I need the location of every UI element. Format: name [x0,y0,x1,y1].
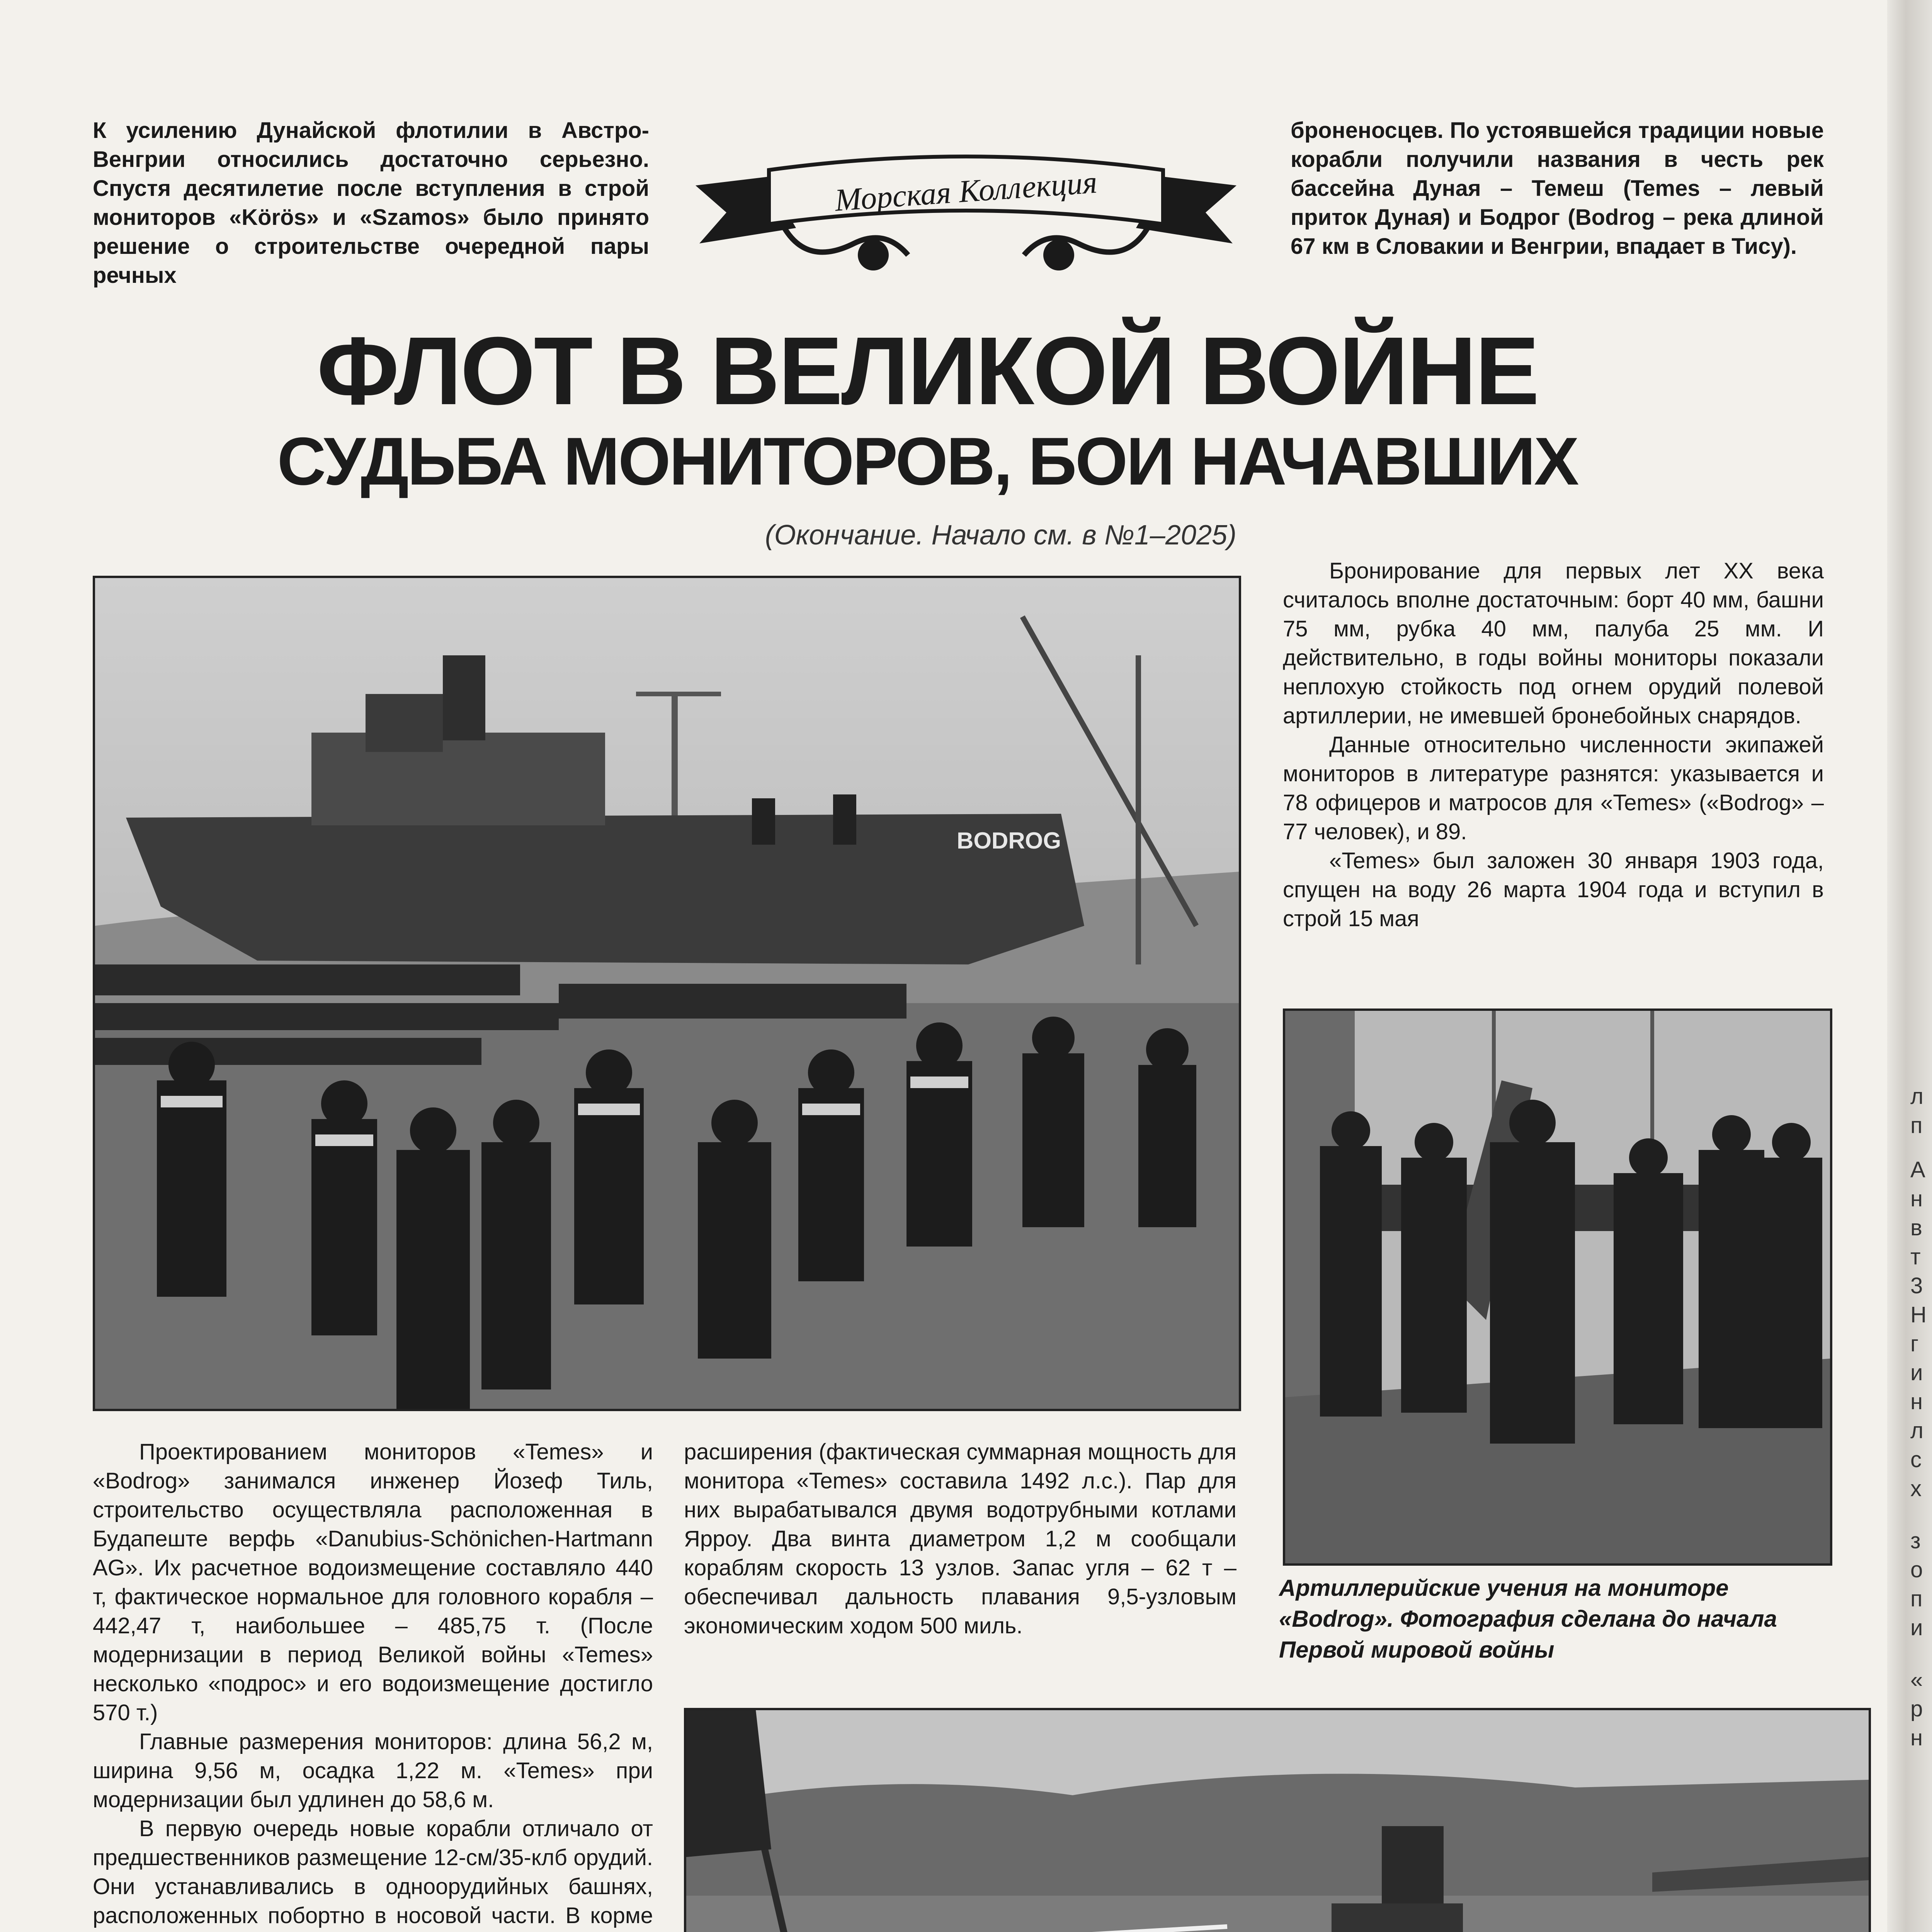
sea-collection-logo [692,128,1240,290]
intro-right: броненосцев. По устоявшейся традиции новые корабли получили названия в честь рек бассейна Дуная – Темеш (Temes – левый приток Дуная) и Бодрог (Bodrog – река длиной 67 км в Словакии и Венгрии, впадает в Тису). [1291,118,1824,259]
photo-bodrog-slipway [93,576,1241,1411]
caption-artillery: Артиллерийские учения на мониторе «Bodrog». Фотография сделана до начала Первой мировой войны [1279,1575,1777,1663]
next-page-edge [1887,0,1932,1932]
page-title: ФЛОТ В ВЕЛИКОЙ ВОЙНЕ [316,317,1538,425]
right-column-text: Бронирование для первых лет XX века считалось вполне достаточным: борт 40 мм, башни 75 мм, рубка 40 мм, палуба 25 мм. И действительно, в годы войны мониторы показали неплохую стойкость под огнем орудий полевой артиллерии, не имевшей бронебойных снарядов. Данные относительно численности экипажей мониторов в литературе разнятся: указывается и 78 офицеров и матросов для «Temes» («Bodrog» – 77 человек), и 89. «Temes» был заложен 30 января 1903 года, спущен на воду 26 марта 1904 года и вступил в строй 15 мая [1283,558,1824,931]
next-page-letters: л п А н в т 3 Н г и н л с х з о п и « р н [1910,1084,1927,1750]
intro-left: К усилению Дунайской флотилии в Австро-Венгрии относились достаточно серьезно. Спустя десятилетие после вступления в строй мониторов «Körös» и «Szamos» было принято решение о строительстве очередной пары речных [93,118,649,288]
photo-artillery-drill [1283,1009,1832,1566]
artillery-drill-image [1285,1011,1830,1563]
bodrog-hull-label: BODROG [957,828,1061,854]
left-column-text: Проектированием мониторов «Temes» и «Bodrog» занимался инженер Йозеф Тиль, строительство осуществляла расположенная в Будапеште верфь «Danubius-Schönichen-Hartmann AG». Их расчетное водоизмещение составляло 440 т, фактическое нормальное для головного корабля – 442,47 т, наибольшее – 485,75 т. (После модернизации в период Великой войны «Temes» несколько «подрос» и его водоизмещение достигло 570 т.) Главные размерения мониторов: длина 56,2 м, ширина 9,56 м, осадка 1,22 м. «Temes» при модернизации был удлинен до 58,6 м. В первую очередь новые корабли отличало от предшественников размещение 12-см/35-клб орудий. Они устанавливались в одноорудийных башнях, расположенных побортно в носовой части. В корме [93,1439,653,1928]
photo-temes-launch [684,1708,1871,1932]
temes-launch-image [686,1710,1869,1932]
middle-column-text: расширения (фактическая суммарная мощность для монитора «Temes» составила 1492 л.с.). Пар для них вырабатывался двумя водотрубными котлами Ярроу. Два винта диаметром 1,2 м сообщали кораблям скорость 13 узлов. Запас угля – 62 т – обеспечивал дальность плавания 9,5-узловым экономическим ходом 500 миль. [684,1439,1236,1638]
continuation-note: (Окончание. Начало см. в №1–2025) [765,520,1236,551]
ship-on-slipway-image [95,578,1239,1409]
logo-text: Морская Коллекция [833,164,1099,218]
page-subtitle: СУДЬБА МОНИТОРОВ, БОИ НАЧАВШИХ [277,424,1578,499]
